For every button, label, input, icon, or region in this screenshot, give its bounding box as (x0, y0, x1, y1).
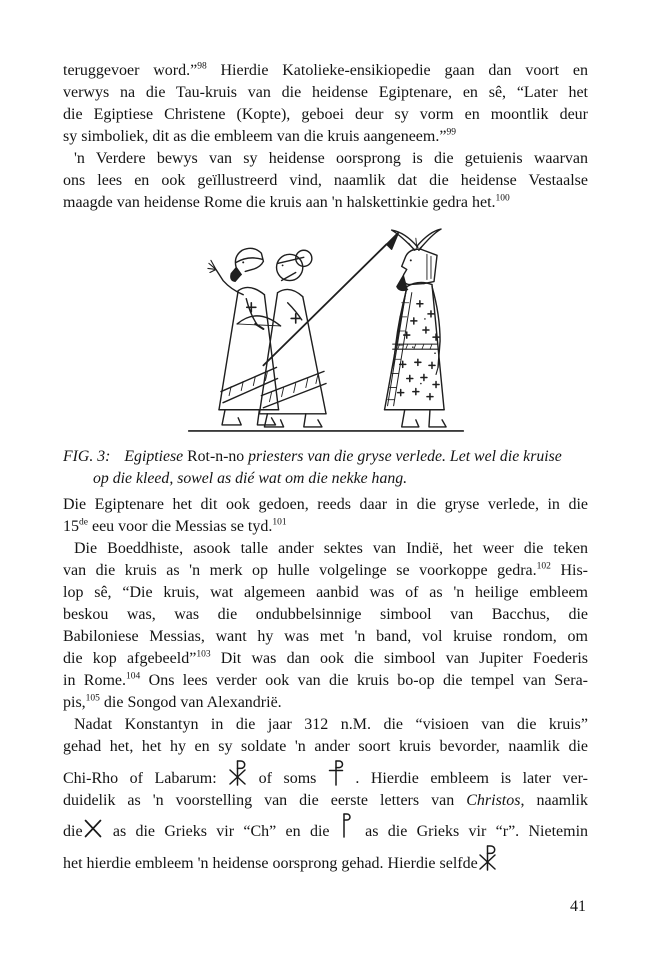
footnote-ref: 100 (495, 193, 510, 204)
rho-symbol (339, 812, 356, 838)
text-line (63, 148, 588, 170)
text-run: verwys na die Tau-kruis van die heidense Egiptenare, en sê, “Later het (63, 84, 588, 101)
text-run: 'n Verdere bewys van sy heidense oorsprong is die getuienis waarvan (74, 150, 588, 167)
text-line (63, 126, 588, 148)
paragraph-3 (63, 494, 588, 538)
text-run: die Egiptiese Christene (Kopte), geboei deur sy vorm en moontlik deur (63, 106, 588, 123)
text-run: Chi-Rho of Labarum: (63, 770, 229, 787)
paragraph-2 (63, 148, 588, 214)
text-line (63, 604, 588, 626)
page-number: 41 (570, 898, 586, 915)
text-line (63, 812, 588, 843)
text-run: His- (550, 562, 588, 579)
text-run: het hierdie embleem 'n heidense oorsprong gehad. Hierdie selfde (63, 855, 478, 872)
chi-symbol (83, 819, 104, 838)
text-run: eeu voor die Messias se tyd. (87, 518, 273, 535)
text-run: , naamlik (520, 792, 589, 809)
text-run: pis, (63, 694, 86, 711)
paragraph-1 (63, 60, 588, 148)
text-line (63, 736, 588, 758)
text-run: Die Egiptenare het dit ook gedoen, reeds daar in die gryse verlede, in die (63, 496, 588, 513)
text-run: priesters van die gryse verlede. Let wel die kruise (244, 448, 562, 465)
text-line (63, 758, 588, 790)
text-run: Nadat Konstantyn in die jaar 312 n.M. die “visioen van die kruis” (74, 716, 588, 733)
text-run: Rot-n-no (187, 448, 245, 465)
text-run: maagde van heidense Rome die kruis aan 'n halskettinkie gedra het. (63, 194, 496, 211)
text-line (63, 692, 588, 714)
left-priest (207, 248, 280, 425)
text-line (63, 468, 588, 490)
text-run: gehad het, het hy en sy soldate 'n ander soort kruis bevorder, naamlik die (63, 738, 588, 755)
text-run: in Rome. (63, 672, 127, 689)
text-line (63, 82, 588, 104)
text-run: as die Grieks vir “Ch” en die (103, 823, 339, 840)
text-run: die Songod van Alexandrië. (99, 694, 282, 711)
text-line (63, 192, 588, 214)
text-line (63, 670, 588, 692)
text-run: Dit was dan ook die simbool van Jupiter Foederis (210, 650, 588, 667)
text-run: Hierdie Katolieke-ensikiopedie gaan dan voort en (206, 62, 589, 79)
text-run: die (63, 823, 83, 840)
text-run: 15 (63, 518, 79, 535)
text-line (63, 560, 588, 582)
text-run: lop sê, “Die kruis, wat algemeen aanbid was of as 'n heilige embleem (63, 584, 588, 601)
text-run: teruggevoer word.” (63, 62, 198, 79)
text-run: die kop afgebeeld” (63, 650, 197, 667)
chi-rho-symbol (478, 843, 497, 873)
footnote-ref: 101 (272, 517, 287, 528)
footnote-ref: 103 (196, 649, 211, 660)
text-run: Ons lees verder ook van die kruis bo-op die tempel van Sera- (140, 672, 589, 689)
footnote-ref: 102 (536, 561, 551, 572)
text-run: duidelik as 'n voorstelling van die eerste letters van (63, 792, 467, 809)
figure-3 (183, 222, 469, 436)
text-line (63, 790, 588, 812)
text-run: sy simboliek, dit as die embleem van die kruis aangeneem.” (63, 128, 447, 145)
text-line (63, 446, 588, 468)
text-line (63, 843, 588, 875)
text-run: FIG. 3: (63, 448, 111, 465)
egyptian-priests-illustration (183, 222, 469, 436)
text-run: op die kleed, sowel as dié wat om die nekke hang. (93, 470, 408, 487)
text-line (63, 582, 588, 604)
text-run: as die Grieks vir “r”. Nietemin (355, 823, 589, 840)
figure-caption (63, 446, 588, 490)
middle-priest (259, 232, 398, 427)
tau-rho-symbol (328, 758, 344, 788)
text-run: . Hierdie embleem is later ver- (343, 770, 588, 787)
text-run: beskou was, was die ondubbelsinnige simbool van Bacchus, die (63, 606, 588, 623)
footnote-ref: 99 (446, 127, 456, 138)
footnote-ref: 98 (197, 61, 207, 72)
footnote-ref: 104 (126, 671, 141, 682)
right-priest (384, 229, 446, 427)
text-line (63, 648, 588, 670)
text-run: Die Boeddhiste, asook talle ander sektes van Indië, het weer die teken (74, 540, 588, 557)
text-run: ons lees en ook geïllustreerd vind, naamlik dat die heidense Vestaalse (63, 172, 588, 189)
footnote-ref: de (79, 517, 88, 528)
paragraph-4 (63, 538, 588, 714)
text-line (63, 60, 588, 82)
text-line (63, 494, 588, 516)
text-line (63, 626, 588, 648)
text-run: of soms (247, 770, 328, 787)
text-line (63, 170, 588, 192)
text-run: van die kruis as 'n merk op hulle volgelinge se voorkoppe gedra. (63, 562, 537, 579)
text-line (63, 104, 588, 126)
text-line (63, 538, 588, 560)
text-run: Babiloniese Messias, want hy was met 'n band, vol kruise rondom, om (63, 628, 588, 645)
footnote-ref: 105 (85, 693, 100, 704)
text-line (63, 714, 588, 736)
paragraph-5 (63, 714, 588, 875)
text-run: Egiptiese (124, 448, 188, 465)
text-run: Christos (466, 792, 521, 809)
chi-rho-symbol (228, 758, 247, 788)
text-line (63, 516, 588, 538)
